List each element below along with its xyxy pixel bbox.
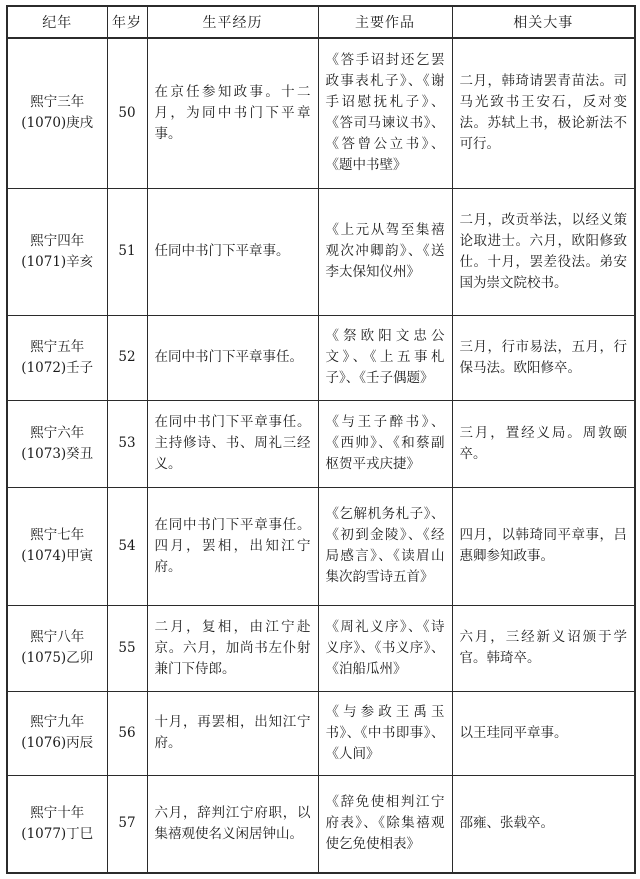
table-row bbox=[7, 605, 635, 691]
works-cell: 《周礼义序》、《诗义序》、《书义序》、《泊船瓜州》 bbox=[318, 605, 452, 691]
era-cell: 熙宁三年 (1070)庚戌 bbox=[7, 38, 107, 188]
works-cell: 《乞解机务札子》、《初到金陵》、《经局感言》、《读眉山集次韵雪诗五首》 bbox=[318, 487, 452, 605]
works-cell: 《答手诏封还乞罢政事表札子》、《谢手诏慰抚札子》、《答司马谏议书》、《答曾公立书》、《题中书壁》 bbox=[318, 38, 452, 188]
table-row bbox=[7, 775, 635, 873]
events-cell: 邵雍、张载卒。 bbox=[452, 775, 635, 873]
life-cell: 在同中书门下平章事任。四月，罢相，出知江宁府。 bbox=[147, 487, 318, 605]
age-cell: 57 bbox=[107, 775, 147, 873]
era-cell: 熙宁十年 (1077)丁巳 bbox=[7, 775, 107, 873]
life-cell: 在同中书门下平章事任。 bbox=[147, 315, 318, 400]
life-cell: 任同中书门下平章事。 bbox=[147, 188, 318, 315]
era-cell: 熙宁八年 (1075)乙卯 bbox=[7, 605, 107, 691]
era-cell: 熙宁四年 (1071)辛亥 bbox=[7, 188, 107, 315]
header-row bbox=[7, 6, 635, 38]
events-cell: 四月，以韩琦同平章事，吕惠卿参知政事。 bbox=[452, 487, 635, 605]
table-row bbox=[7, 38, 635, 188]
works-cell: 《祭欧阳文忠公文》、《上五事札子》、《壬子偶题》 bbox=[318, 315, 452, 400]
age-cell: 56 bbox=[107, 691, 147, 775]
age-cell: 52 bbox=[107, 315, 147, 400]
header-life: 生平经历 bbox=[147, 6, 318, 38]
chronology-table bbox=[6, 5, 636, 874]
era-cell: 熙宁五年 (1072)壬子 bbox=[7, 315, 107, 400]
table-row bbox=[7, 400, 635, 487]
header-era: 纪年 bbox=[7, 6, 107, 38]
age-cell: 54 bbox=[107, 487, 147, 605]
table-row bbox=[7, 691, 635, 775]
table-row bbox=[7, 487, 635, 605]
works-cell: 《与参政王禹玉书》、《中书即事》、《人间》 bbox=[318, 691, 452, 775]
era-cell: 熙宁九年 (1076)丙辰 bbox=[7, 691, 107, 775]
events-cell: 三月，置经义局。周敦颐卒。 bbox=[452, 400, 635, 487]
works-cell: 《上元从驾至集禧观次冲卿韵》、《送李太保知仪州》 bbox=[318, 188, 452, 315]
life-cell: 在同中书门下平章事任。主持修诗、书、周礼三经义。 bbox=[147, 400, 318, 487]
age-cell: 50 bbox=[107, 38, 147, 188]
events-cell: 六月，三经新义诏颁于学官。韩琦卒。 bbox=[452, 605, 635, 691]
age-cell: 53 bbox=[107, 400, 147, 487]
header-age: 年岁 bbox=[107, 6, 147, 38]
events-cell: 二月，韩琦请罢青苗法。司马光致书王安石，反对变法。苏轼上书，极论新法不可行。 bbox=[452, 38, 635, 188]
life-cell: 在京任参知政事。十二月，为同中书门下平章事。 bbox=[147, 38, 318, 188]
events-cell: 二月，改贡举法，以经义策论取进士。六月，欧阳修致仕。十月，罢差役法。弟安国为崇文院校书。 bbox=[452, 188, 635, 315]
events-cell: 以王珪同平章事。 bbox=[452, 691, 635, 775]
events-cell: 三月，行市易法，五月，行保马法。欧阳修卒。 bbox=[452, 315, 635, 400]
age-cell: 51 bbox=[107, 188, 147, 315]
works-cell: 《辞免使相判江宁府表》、《除集禧观使乞免使相表》 bbox=[318, 775, 452, 873]
life-cell: 十月，再罢相，出知江宁府。 bbox=[147, 691, 318, 775]
life-cell: 二月，复相，由江宁赴京。六月，加尚书左仆射兼门下侍郎。 bbox=[147, 605, 318, 691]
table-row bbox=[7, 188, 635, 315]
era-cell: 熙宁七年 (1074)甲寅 bbox=[7, 487, 107, 605]
header-events: 相关大事 bbox=[452, 6, 635, 38]
era-cell: 熙宁六年 (1073)癸丑 bbox=[7, 400, 107, 487]
table-row bbox=[7, 315, 635, 400]
works-cell: 《与王子醉书》、《西帅》、《和蔡副枢贺平戎庆捷》 bbox=[318, 400, 452, 487]
age-cell: 55 bbox=[107, 605, 147, 691]
header-works: 主要作品 bbox=[318, 6, 452, 38]
life-cell: 六月，辞判江宁府职，以集禧观使名义闲居钟山。 bbox=[147, 775, 318, 873]
